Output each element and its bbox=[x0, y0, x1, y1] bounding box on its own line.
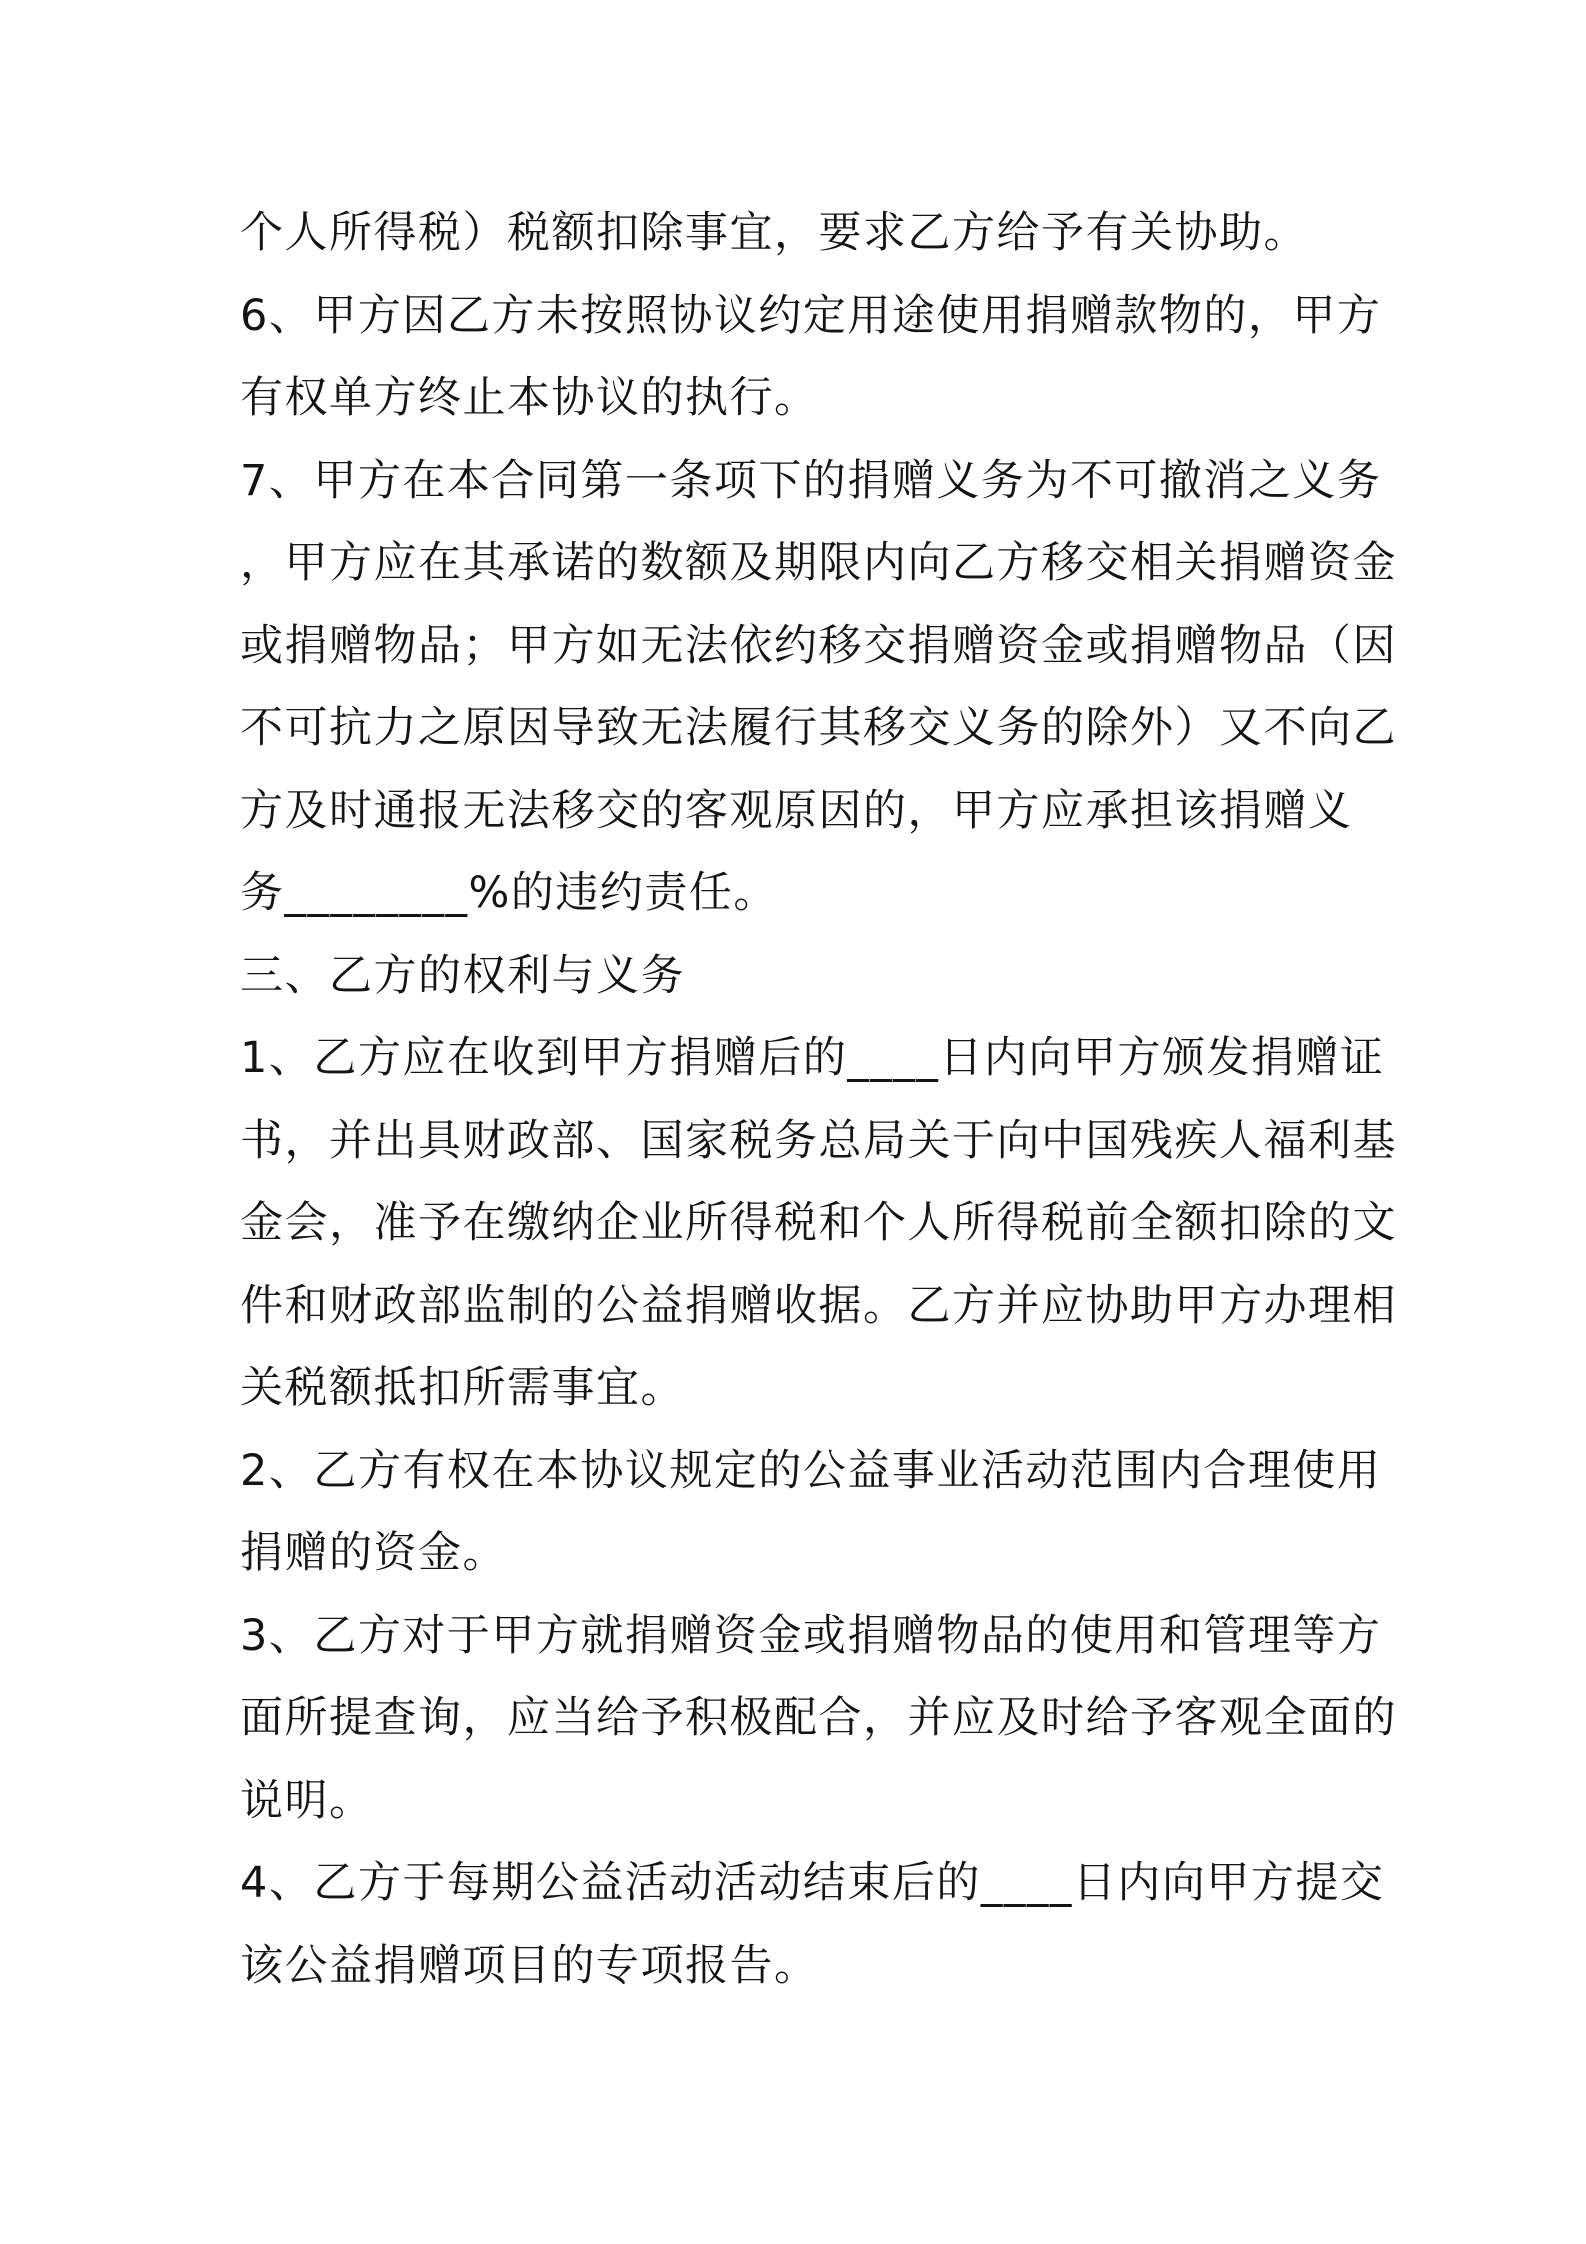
text-line: 务________%的违约责任。 bbox=[240, 868, 778, 918]
text-line: 面所提查询，应当给予积极配合，并应及时给予客观全面的 bbox=[240, 1693, 1397, 1743]
text-line: 有权单方终止本协议的执行。 bbox=[240, 373, 819, 423]
text-line: 捐赠的资金。 bbox=[240, 1528, 507, 1578]
section-heading: 三、乙方的权利与义务 bbox=[240, 950, 685, 1001]
document-body bbox=[240, 192, 1397, 2007]
text-line: 2、乙方有权在本协议规定的公益事业活动范围内合理使用 bbox=[240, 1445, 1382, 1496]
text-line: 3、乙方对于甲方就捐赠资金或捐赠物品的使用和管理等方 bbox=[240, 1610, 1382, 1661]
text-line: 1、乙方应在收到甲方捐赠后的____日内向甲方颁发捐赠证 bbox=[240, 1033, 1385, 1083]
text-line: 金会，准予在缴纳企业所得税和个人所得税前全额扣除的文 bbox=[240, 1198, 1397, 1248]
text-line: ，甲方应在其承诺的数额及期限内向乙方移交相关捐赠资金 bbox=[240, 538, 1397, 588]
text-line: 关税额抵扣所需事宜。 bbox=[240, 1363, 685, 1413]
text-line: 不可抗力之原因导致无法履行其移交义务的除外）又不向乙 bbox=[240, 703, 1397, 753]
text-line: 说明。 bbox=[240, 1775, 374, 1826]
text-line: 书，并出具财政部、国家税务总局关于向中国残疾人福利基 bbox=[240, 1115, 1397, 1166]
text-line: 4、乙方于每期公益活动活动结束后的____日内向甲方提交 bbox=[240, 1858, 1385, 1908]
text-line: 或捐赠物品；甲方如无法依约移交捐赠资金或捐赠物品（因 bbox=[240, 620, 1397, 671]
text-line: 该公益捐赠项目的专项报告。 bbox=[240, 1940, 819, 1991]
text-line: 7、甲方在本合同第一条项下的捐赠义务为不可撤消之义务 bbox=[240, 455, 1382, 506]
text-line: 6、甲方因乙方未按照协议约定用途使用捐赠款物的，甲方 bbox=[240, 290, 1382, 341]
text-line: 个人所得税）税额扣除事宜，要求乙方给予有关协助。 bbox=[240, 208, 1308, 258]
text-line: 方及时通报无法移交的客观原因的，甲方应承担该捐赠义 bbox=[240, 785, 1353, 836]
text-line: 件和财政部监制的公益捐赠收据。乙方并应协助甲方办理相 bbox=[240, 1280, 1397, 1331]
